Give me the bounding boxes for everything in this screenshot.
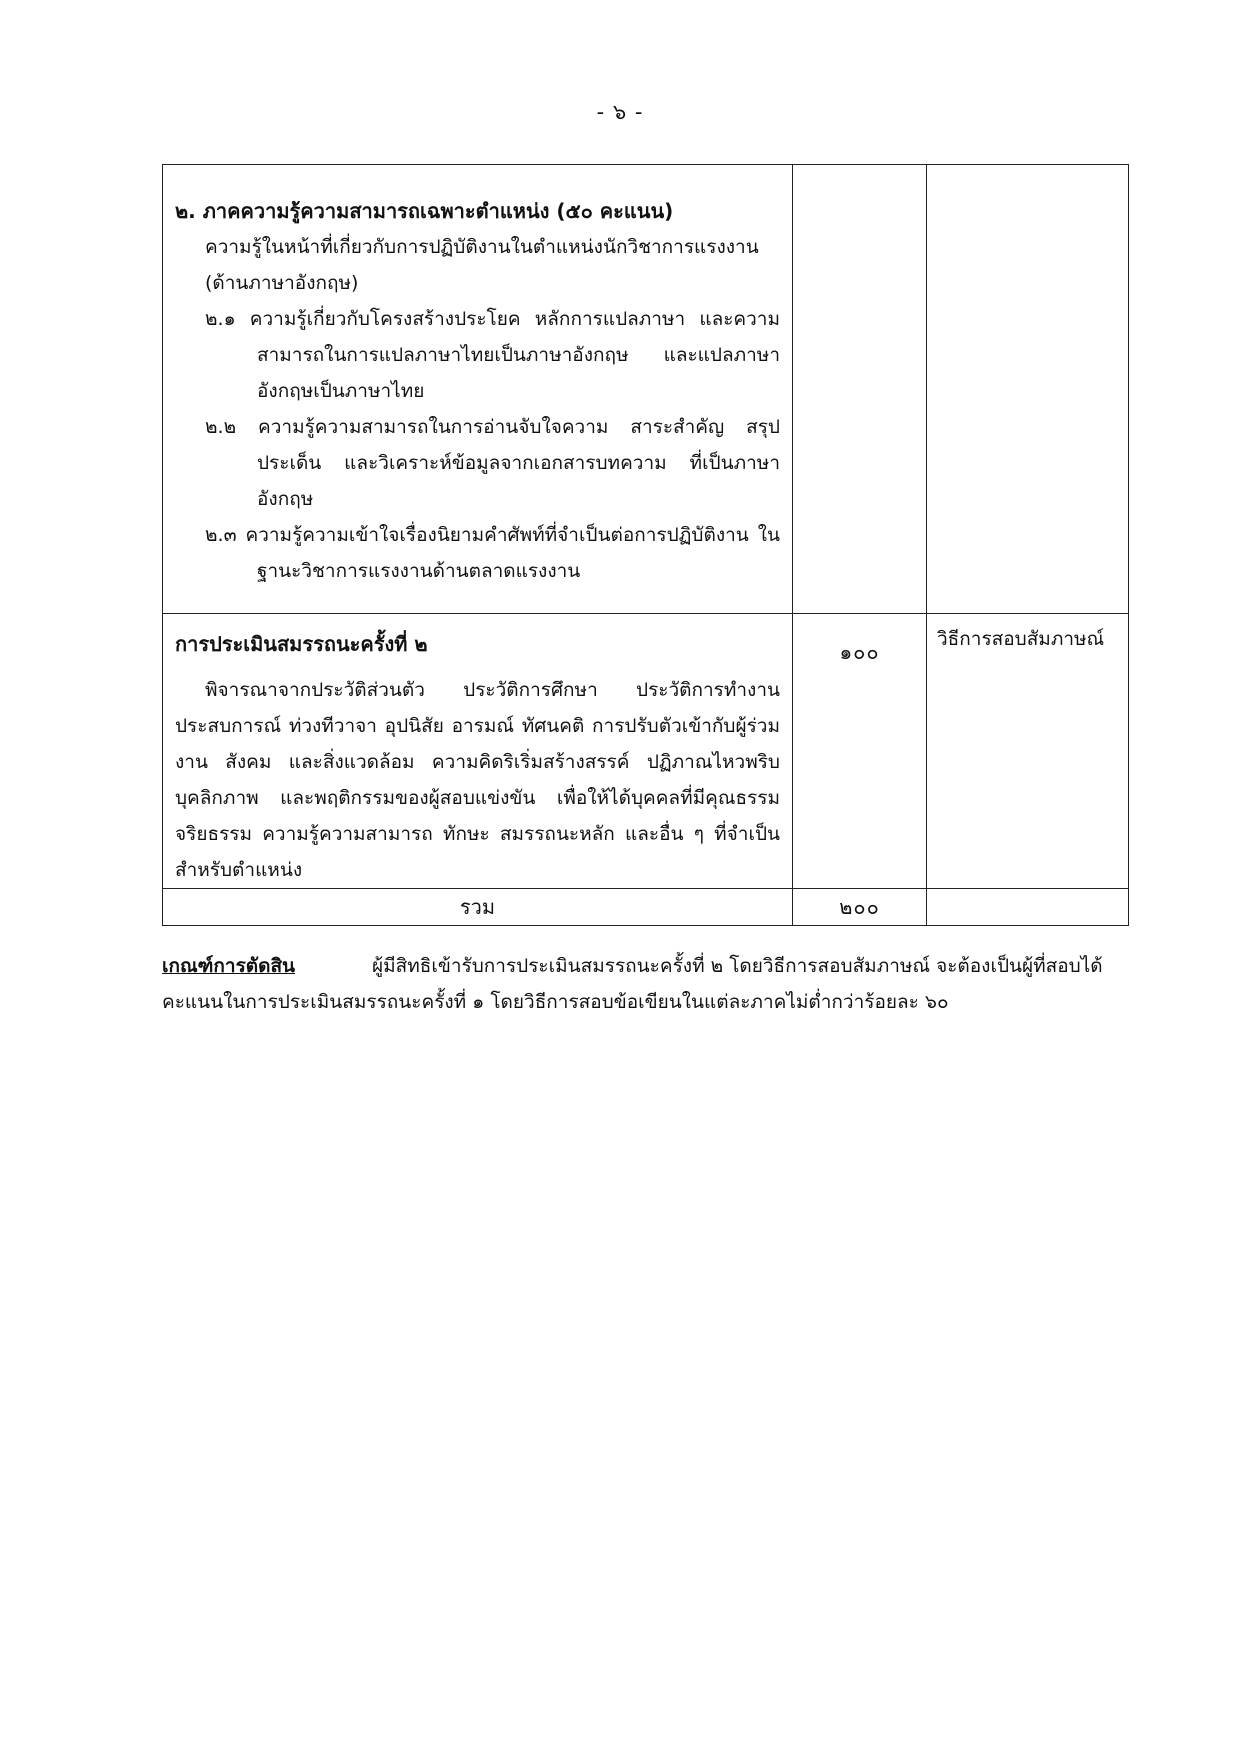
method-cell-section2	[927, 165, 1129, 614]
subject-cell-assessment2	[163, 614, 793, 889]
section2-heading: ๒. ภาคความรู้ความสามารถเฉพาะตำแหน่ง (๕๐ คะแนน)	[175, 199, 674, 223]
section2-item-1: ๒.๑ ความรู้เกี่ยวกับโครงสร้างประโยค หลักการแปลภาษา และความสามารถในการแปลภาษาไทยเป็นภาษาอังกฤษ และแปลภาษาอังกฤษเป็นภาษาไทย	[205, 308, 780, 402]
table-row-total	[163, 889, 1129, 926]
total-label: รวม	[459, 895, 496, 919]
total-method-cell	[927, 889, 1129, 926]
section2-item-3: ๒.๓ ความรู้ความเข้าใจเรื่องนิยามคำศัพท์ที่จำเป็นต่อการปฏิบัติงาน ในฐานะวิชาการแรงงานด้านตลาดแรงงาน	[205, 524, 780, 582]
criteria-label: เกณฑ์การตัดสิน	[162, 955, 296, 977]
assessment2-score: ๑๐๐	[839, 640, 880, 664]
method-cell-assessment2	[927, 614, 1129, 889]
assessment2-paragraph: พิจารณาจากประวัติส่วนตัว ประวัติการศึกษา ประวัติการทำงาน ประสบการณ์ ท่วงทีวาจา อุปนิสัย อารมณ์ ทัศนคติ การปรับตัวเข้ากับผู้ร่วมงาน สังคม และสิ่งแวดล้อม ความคิดริเริ่มสร้างสรรค์ ปฏิภาณไหวพริบ บุคลิกภาพ และพฤติกรรมของผู้สอบแข่งขัน เพื่อให้ได้บุคคลที่มีคุณธรรม จริยธรรม ความรู้ความสามารถ ทักษะ สมรรถนะหลัก และอื่น ๆ ที่จำเป็นสำหรับตำแหน่ง	[175, 679, 780, 881]
decision-criteria	[162, 948, 1128, 1020]
section2-description: ความรู้ในหน้าที่เกี่ยวกับการปฏิบัติงานในตำแหน่งนักวิชาการแรงงาน (ด้านภาษาอังกฤษ)	[205, 236, 759, 294]
exam-table	[162, 164, 1129, 926]
subject-cell-section2	[163, 165, 793, 614]
score-cell-section2	[793, 165, 927, 614]
assessment2-heading: การประเมินสมรรถนะครั้งที่ ๒	[175, 632, 428, 656]
section2-item-2: ๒.๒ ความรู้ความสามารถในการอ่านจับใจความ สาระสำคัญ สรุปประเด็น และวิเคราะห์ข้อมูลจากเอกสารบทความ ที่เป็นภาษาอังกฤษ	[205, 416, 780, 510]
total-score-cell	[793, 889, 927, 926]
table-row-section2	[163, 165, 1129, 614]
score-cell-assessment2	[793, 614, 927, 889]
criteria-text: ผู้มีสิทธิเข้ารับการประเมินสมรรถนะครั้งที่ ๒ โดยวิธีการสอบสัมภาษณ์ จะต้องเป็นผู้ที่สอบได้คะแนนในการประเมินสมรรถนะครั้งที่ ๑ โดยวิธีการสอบข้อเขียนในแต่ละภาคไม่ต่ำกว่าร้อยละ ๖๐	[162, 955, 1103, 1013]
total-score: ๒๐๐	[839, 895, 880, 919]
page-number: - ๖ -	[596, 100, 644, 124]
assessment2-method: วิธีการสอบสัมภาษณ์	[937, 628, 1105, 650]
total-label-cell	[163, 889, 793, 926]
table-row-assessment2	[163, 614, 1129, 889]
